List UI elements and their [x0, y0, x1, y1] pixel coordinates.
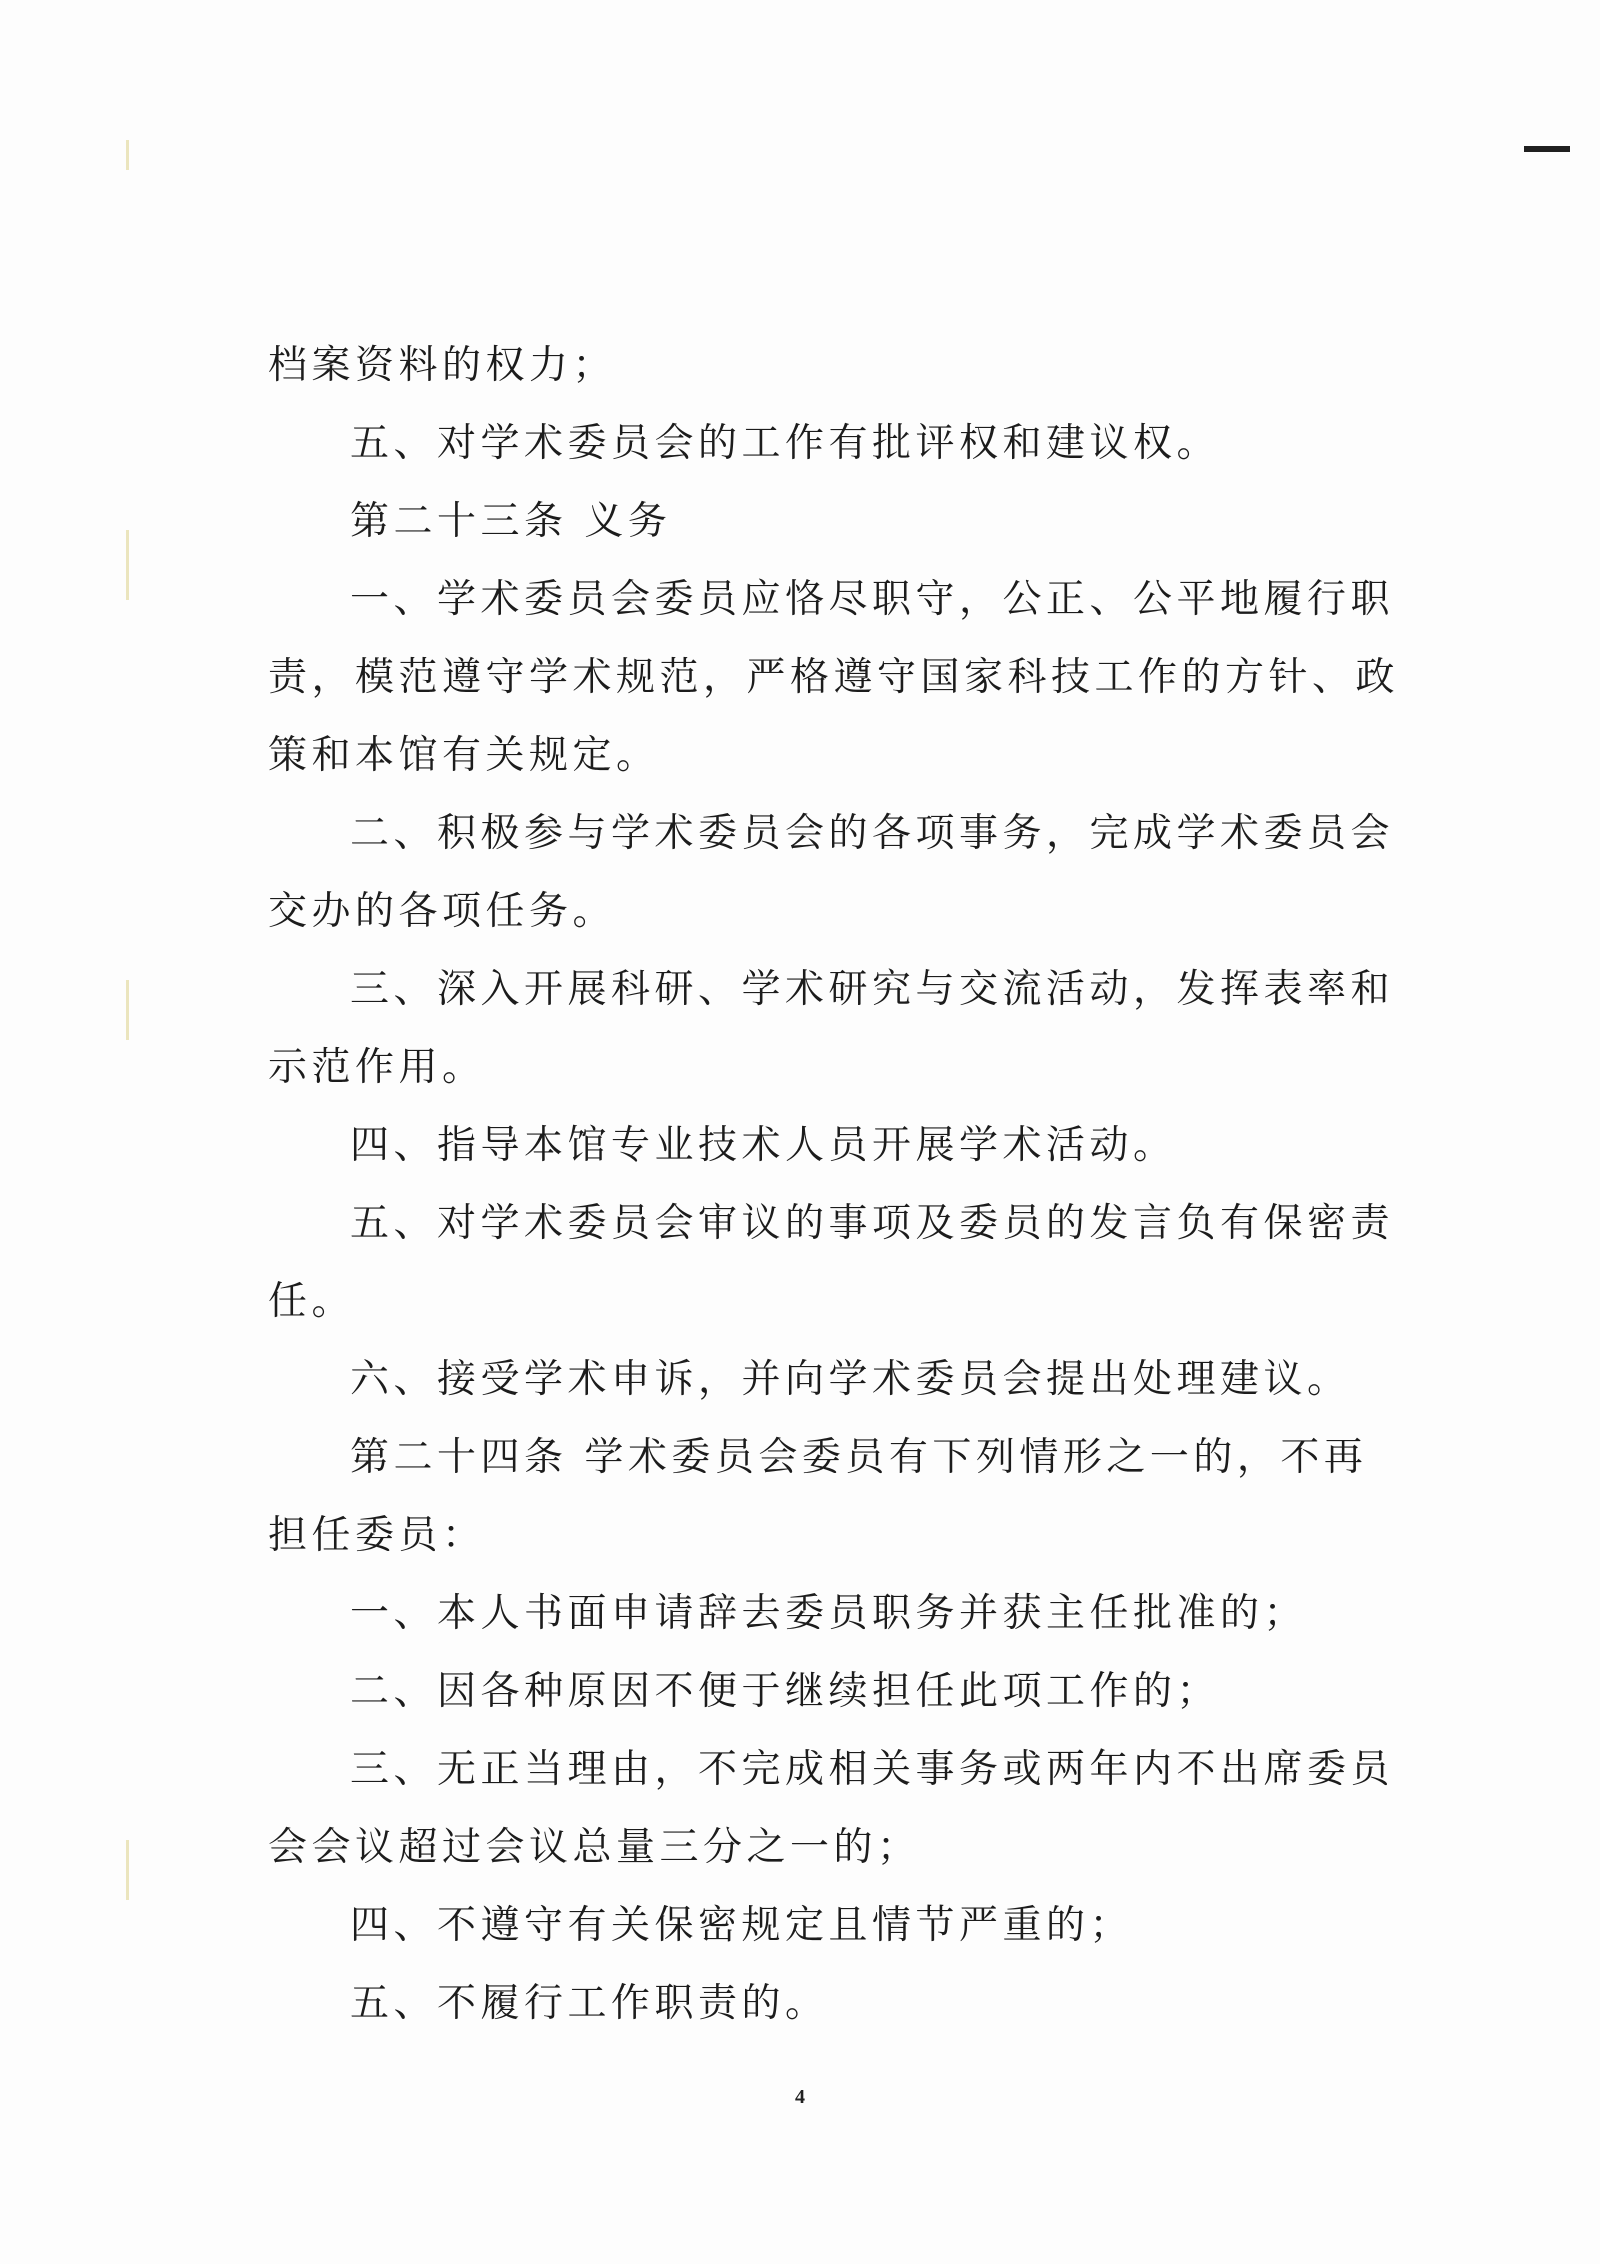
text-line: 五、对学术委员会审议的事项及委员的发言负有保密责 — [350, 1201, 1395, 1246]
text-line: 四、指导本馆专业技术人员开展学术活动。 — [350, 1123, 1177, 1168]
text-line: 会会议超过会议总量三分之一的； — [268, 1825, 921, 1870]
text-line: 策和本馆有关规定。 — [268, 733, 660, 778]
text-line: 档案资料的权力； — [268, 343, 617, 388]
text-line: 二、因各种原因不便于继续担任此项工作的； — [350, 1669, 1221, 1714]
text-line: 担任委员： — [268, 1513, 486, 1558]
text-line: 任。 — [268, 1279, 356, 1324]
scan-edge-mark — [1524, 146, 1570, 152]
text-line: 五、不履行工作职责的。 — [350, 1981, 829, 2026]
text-line: 四、不遵守有关保密规定且情节严重的； — [350, 1903, 1134, 1948]
text-line: 一、本人书面申请辞去委员职务并获主任批准的； — [350, 1591, 1308, 1636]
document-body — [268, 327, 1400, 2043]
text-line: 三、深入开展科研、学术研究与交流活动，发挥表率和 — [350, 967, 1395, 1012]
text-line: 二、积极参与学术委员会的各项事务，完成学术委员会 — [350, 811, 1395, 856]
text-line: 第二十四条 学术委员会委员有下列情形之一的，不再 — [350, 1435, 1368, 1480]
text-line: 示范作用。 — [268, 1045, 486, 1090]
text-line: 责，模范遵守学术规范，严格遵守国家科技工作的方针、政 — [268, 655, 1400, 700]
text-line: 第二十三条 义务 — [350, 499, 672, 544]
text-line: 交办的各项任务。 — [268, 889, 617, 934]
text-line: 六、接受学术申诉，并向学术委员会提出处理建议。 — [350, 1357, 1351, 1402]
text-line: 三、无正当理由，不完成相关事务或两年内不出席委员 — [350, 1747, 1395, 1792]
text-line: 一、学术委员会委员应恪尽职守，公正、公平地履行职 — [350, 577, 1395, 622]
text-line: 五、对学术委员会的工作有批评权和建议权。 — [350, 421, 1221, 466]
binding-marks — [126, 140, 132, 2120]
page-number: 4 — [795, 2086, 805, 2108]
